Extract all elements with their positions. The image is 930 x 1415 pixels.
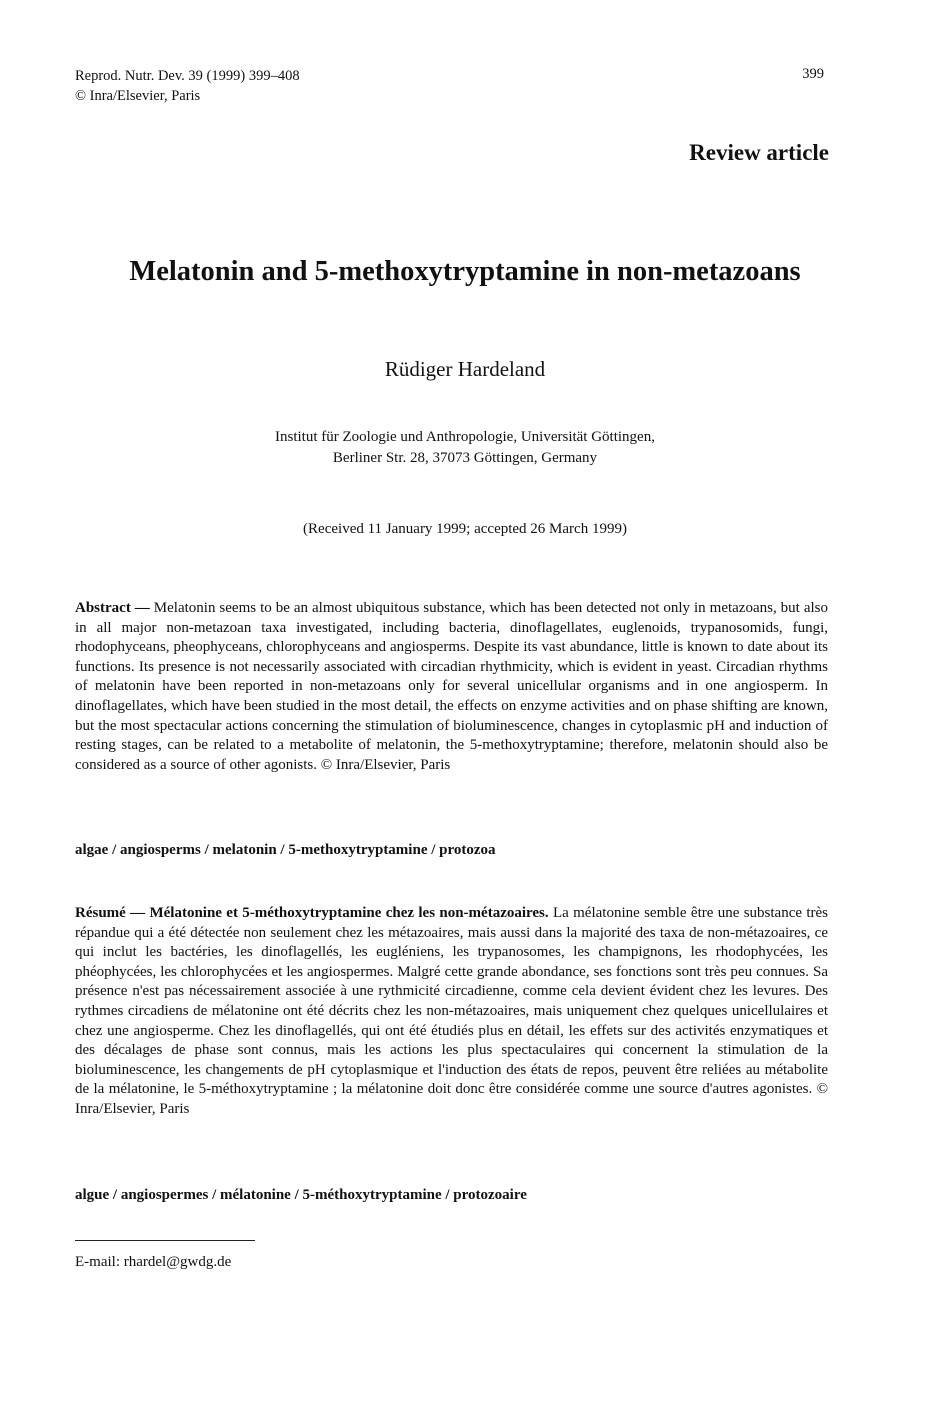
abstract-heading: Abstract — xyxy=(75,600,150,616)
resume-body: La mélatonine semble être une substance très répandue qui a été détectée non seulement chez les métazoaires, mais aussi dans la majorité des taxa de non-métazoaires, ce qui inclut les bactéries, les dinoflagellés, les eugléniens, les trypanosomes, les champignons, les rhodophycées, les phéophycées, les chlorophycées et les angiospermes. Malgré cette grande abondance, ses fonctions sont très peu connues. Sa présence n'est pas nécessairement associée à une rythmicité circadienne, comme cela devient évident chez les levures. Des rythmes circadiens de mélatonine ont été décrits chez les non-métazoaires, mais uniquement chez quelques unicellulaires et chez une angiosperme. Chez les dinoflagellés, qui ont été étudiés plus en détail, les effets sur des activités enzymatiques et des décalages de phase sont connus, mais les actions les plus spectaculaires qui concernent la stimulation de la bioluminescence, les changements de pH cytoplasmique et l'induction des états de repos, peuvent être reliées au métabolite de la mélatonine, le 5-méthoxytryptamine ; la mélatonine doit donc être considérée comme une source d'autres agonistes. © Inra/Elsevier, Paris xyxy=(75,905,828,1117)
author-affiliation xyxy=(0,427,930,469)
author-email: E-mail: rhardel@gwdg.de xyxy=(75,1254,232,1270)
abstract-body: Melatonin seems to be an almost ubiquitous substance, which has been detected not only in metazoans, but also in all major non-metazoan taxa investigated, including bacteria, dinoflagellates, euglenoids, trypanosomids, fungi, rhodophyceans, pheophyceans, chlorophyceans and angiosperms. Despite its vast abundance, little is known to date about its functions. Its presence is not necessarily associated with circadian rhythmicity, which is evident in yeast. Circadian rhythms of melatonin have been reported in non-metazoans only for several unicellular organisms and in one angiosperm. In dinoflagellates, which have been studied in the most detail, the effects on enzyme activities and on phase shifting are known, but the most spectacular actions concerning the stimulation of bioluminescence, changes in cytoplasmic pH and induction of resting stages, can be related to a metabolite of melatonin, the 5-methoxytryptamine; therefore, melatonin should also be considered as a source of other agonists. © Inra/Elsevier, Paris xyxy=(75,600,828,773)
copyright-line: © Inra/Elsevier, Paris xyxy=(75,88,201,104)
affiliation-line-2: Berliner Str. 28, 37073 Göttingen, Germany xyxy=(332,450,598,466)
resume-heading: Résumé — Mélatonine et 5-méthoxytryptamine chez les non-métazoaires. xyxy=(75,905,549,921)
resume-paragraph xyxy=(75,904,828,1120)
received-dates: (Received 11 January 1999; accepted 26 March 1999) xyxy=(303,521,627,537)
keywords-french: algue / angiospermes / mélatonine / 5-méthoxytryptamine / protozoaire xyxy=(75,1187,527,1203)
abstract-paragraph xyxy=(75,599,828,775)
author-name: Rüdiger Hardeland xyxy=(384,357,546,381)
article-title: Melatonin and 5-methoxytryptamine in non-metazoans xyxy=(129,256,801,287)
footnote-divider xyxy=(75,1240,255,1241)
page-number: 399 xyxy=(802,66,824,82)
affiliation-line-1: Institut für Zoologie und Anthropologie, Universität Göttingen, xyxy=(275,429,655,445)
journal-reference: Reprod. Nutr. Dev. 39 (1999) 399–408 xyxy=(75,68,300,84)
keywords-english: algae / angiosperms / melatonin / 5-methoxytryptamine / protozoa xyxy=(75,842,496,858)
journal-citation xyxy=(75,66,300,106)
article-type-label: Review article xyxy=(689,140,829,165)
